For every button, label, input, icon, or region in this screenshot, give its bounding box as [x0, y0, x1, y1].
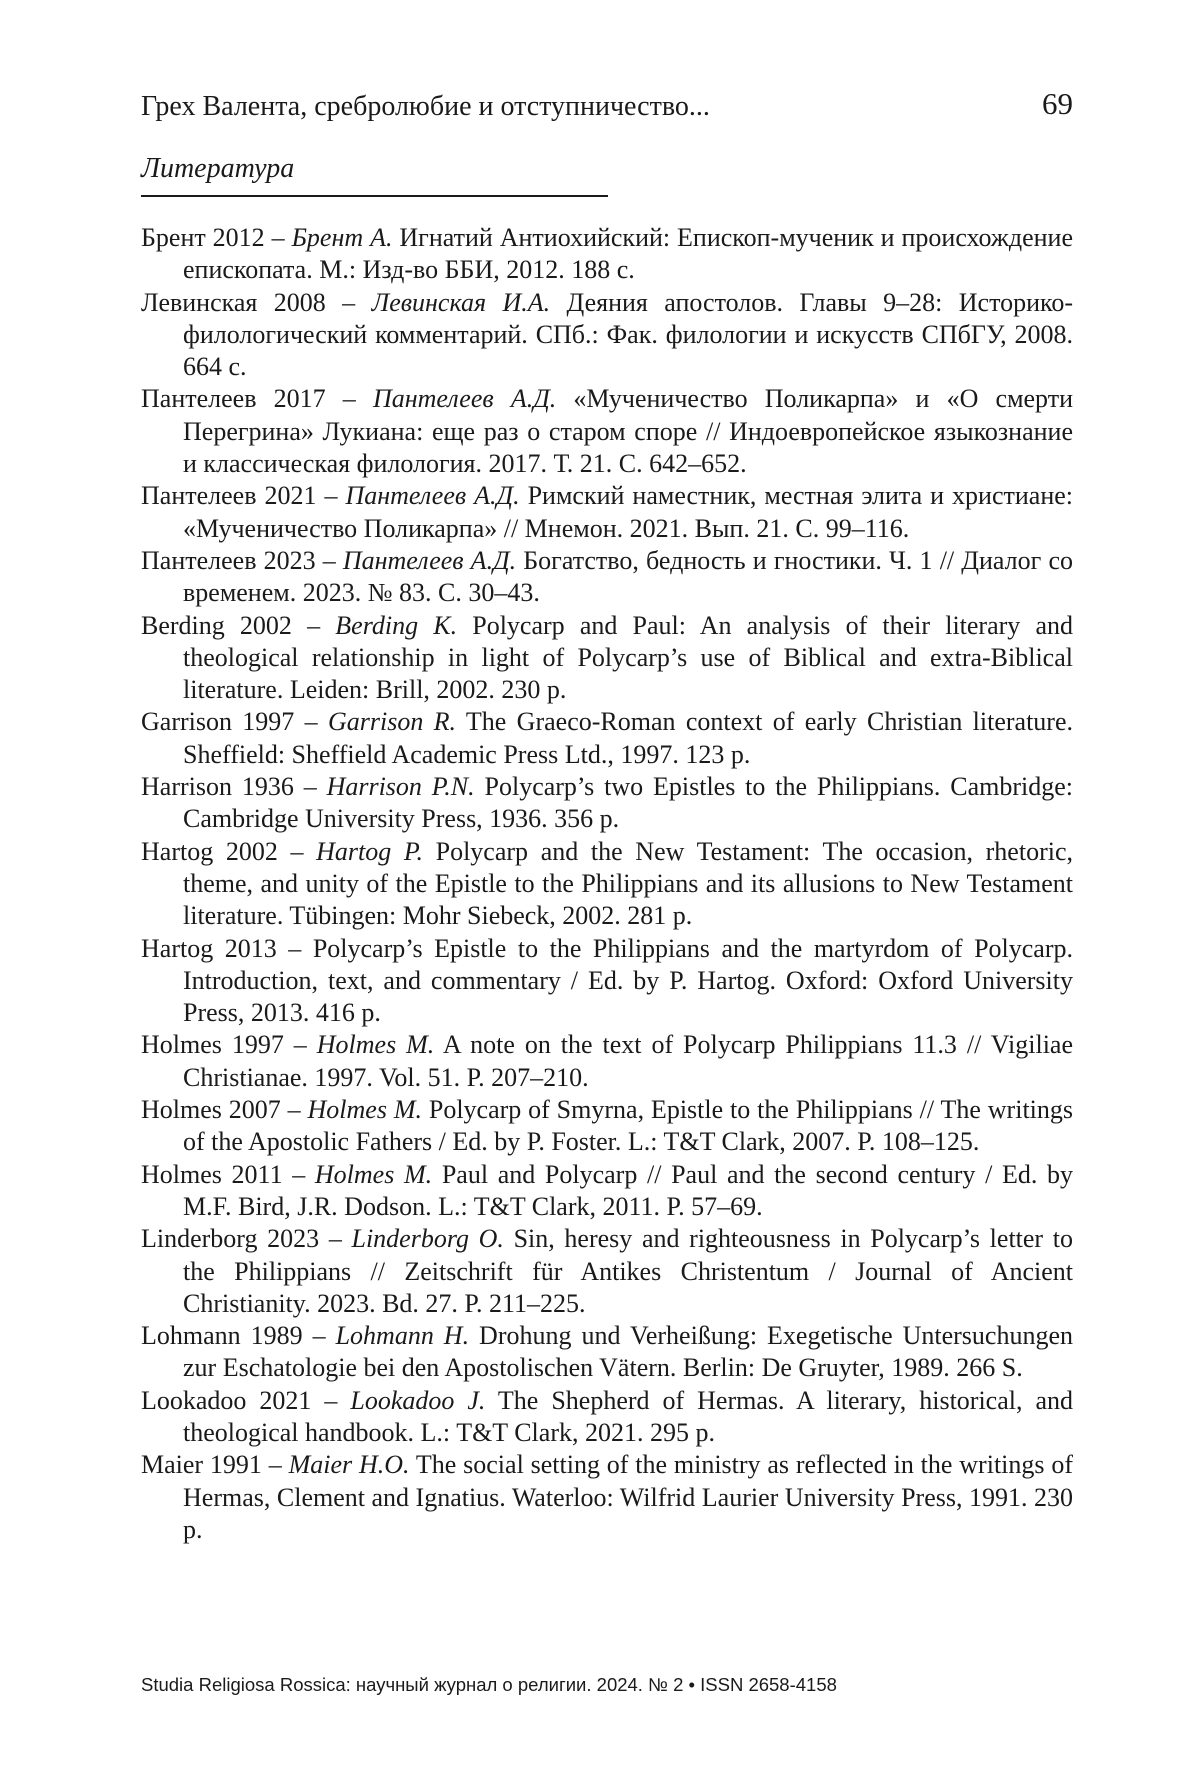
reference-text: Игнатий Антиохийский: Епископ-мученик и происхождение епископата. М.: Изд-во ББИ, 2012. 188 с.: [183, 223, 1073, 285]
reference-item: [141, 1223, 1073, 1320]
reference-author: Berding K.: [335, 610, 458, 640]
reference-item: [141, 836, 1073, 933]
reference-author: Hartog P.: [316, 836, 423, 866]
reference-author: Maier H.O.: [288, 1450, 410, 1480]
reference-text: Деяния апостолов. Главы 9–28: Историко-филологический комментарий. СПб.: Фак. филологии и искусств СПбГУ, 2008. 664 с.: [183, 287, 1073, 382]
reference-author: Garrison R.: [327, 707, 457, 737]
page-number: 69: [1042, 86, 1073, 121]
running-title: Грех Валента, сребролюбие и отступничество...: [141, 91, 710, 122]
reference-author: Holmes M.: [316, 1030, 435, 1060]
heading-rule: [141, 195, 608, 197]
reference-author: Пантелеев А.Д.: [345, 481, 520, 511]
reference-key: Пантелеев 2017 –: [141, 384, 373, 414]
reference-text: «Мученичество Поликарпа» и «О смерти Перегрина» Лукиана: еще раз о старом споре // Индоевропейское языкознание и классическая филология. 2017. Т. 21. С. 642–652.: [183, 384, 1073, 479]
section-heading: Литература: [141, 153, 295, 184]
reference-author: Левинская И.А.: [371, 287, 551, 317]
reference-item: [141, 1320, 1073, 1385]
reference-item: [141, 1094, 1073, 1159]
reference-item: [141, 480, 1073, 545]
reference-author: Linderborg O.: [351, 1224, 504, 1254]
reference-text: Римский наместник, местная элита и христиане: «Мученичество Поликарпа» // Мнемон. 2021. Вып. 21. С. 99–116.: [183, 481, 1073, 543]
reference-author: Пантелеев А.Д.: [342, 545, 517, 575]
reference-item: [141, 383, 1073, 480]
reference-author: Holmes M.: [307, 1095, 422, 1125]
reference-text: Paul and Polycarp // Paul and the second century / Ed. by M.F. Bird, J.R. Dodson. L.: T&T Clark, 2011. P. 57–69.: [183, 1159, 1074, 1221]
reference-key: Maier 1991 –: [141, 1450, 289, 1480]
reference-text: Sin, heresy and righteousness in Polycarp’s letter to the Philippians // Zeitschrift für Antikes Christentum / Journal of Ancient Christianity. 2023. Bd. 27. P. 211–225.: [183, 1224, 1073, 1318]
reference-author: Lookadoo J.: [350, 1385, 486, 1415]
reference-text: Drohung und Verheißung: Exegetische Untersuchungen zur Eschatologie bei den Apostolischen Vätern. Berlin: De Gruyter, 1989. 266 S.: [183, 1321, 1073, 1383]
reference-text: A note on the text of Polycarp Philippians 11.3 // Vigiliae Christianae. 1997. Vol. 51. P. 207–210.: [183, 1030, 1073, 1092]
reference-text: Polycarp of Smyrna, Epistle to the Philippians // The writings of the Apostolic Fathers / Ed. by P. Foster. L.: T&T Clark, 2007. P. 108–125.: [183, 1095, 1074, 1157]
reference-author: Holmes M.: [314, 1159, 433, 1189]
reference-author: Lohmann H.: [335, 1321, 470, 1351]
reference-text: The social setting of the ministry as reflected in the writings of Hermas, Clement and Ignatius. Waterloo: Wilfrid Laurier University Press, 1991. 230 p.: [183, 1450, 1073, 1544]
reference-item: [141, 545, 1073, 610]
reference-key: Lohmann 1989 –: [141, 1321, 336, 1351]
reference-key: Linderborg 2023 –: [141, 1224, 352, 1254]
reference-text: The Shepherd of Hermas. A literary, historical, and theological handbook. L.: T&T Clark, 2021. 295 p.: [183, 1385, 1074, 1447]
reference-key: Hartog 2002 –: [141, 836, 317, 866]
reference-key: Harrison 1936 –: [141, 772, 327, 802]
reference-item: [141, 610, 1073, 707]
reference-key: Брент 2012 –: [141, 223, 292, 252]
reference-key: Lookadoo 2021 –: [141, 1385, 351, 1415]
reference-item: [141, 1385, 1073, 1450]
reference-author: Пантелеев А.Д.: [372, 384, 557, 414]
reference-key: Berding 2002 –: [141, 610, 336, 640]
reference-item: [141, 1029, 1073, 1094]
reference-key: Holmes 2011 –: [141, 1159, 315, 1189]
reference-text: Polycarp’s two Epistles to the Philippians. Cambridge: Cambridge University Press, 1936. 356 p.: [183, 772, 1074, 834]
reference-key: Пантелеев 2021 –: [141, 481, 346, 511]
reference-key: Пантелеев 2023 –: [141, 545, 343, 575]
running-head: [141, 86, 1073, 126]
reference-item: [141, 287, 1073, 384]
reference-text: Polycarp and the New Testament: The occasion, rhetoric, theme, and unity of the Epistle to the Philippians and its allusions to New Testament literature. Tübingen: Mohr Siebeck, 2002. 281 p.: [183, 836, 1073, 931]
reference-key: Garrison 1997 –: [141, 707, 328, 737]
reference-list: [141, 222, 1073, 1546]
reference-text: Polycarp and Paul: An analysis of their literary and theological relationship in light of Polycarp’s use of Biblical and extra-Biblical literature. Leiden: Brill, 2002. 230 p.: [183, 610, 1073, 705]
reference-key: Holmes 1997 –: [141, 1030, 317, 1060]
reference-item: [141, 1449, 1073, 1546]
reference-item: [141, 771, 1073, 836]
reference-author: Брент А.: [291, 223, 393, 252]
reference-text: Polycarp’s Epistle to the Philippians and the martyrdom of Polycarp. Introduction, text, and commentary / Ed. by P. Hartog. Oxford: Oxford University Press, 2013. 416 p.: [183, 933, 1074, 1028]
reference-key: Holmes 2007 –: [141, 1095, 308, 1125]
reference-item: [141, 222, 1073, 287]
reference-key: Hartog 2013 –: [141, 933, 313, 963]
reference-author: Harrison P.N.: [326, 772, 475, 802]
reference-item: [141, 1159, 1073, 1224]
reference-text: Богатство, бедность и гностики. Ч. 1 // Диалог со временем. 2023. № 83. С. 30–43.: [183, 545, 1073, 608]
journal-footer: Studia Religiosa Rossica: научный журнал о религии. 2024. № 2 • ISSN 2658-4158: [141, 1674, 837, 1695]
reference-item: [141, 706, 1073, 771]
reference-text: The Graeco-Roman context of early Christian literature. Sheffield: Sheffield Academic Press Ltd., 1997. 123 p.: [183, 707, 1073, 769]
reference-item: [141, 933, 1073, 1030]
reference-key: Левинская 2008 –: [141, 287, 372, 317]
